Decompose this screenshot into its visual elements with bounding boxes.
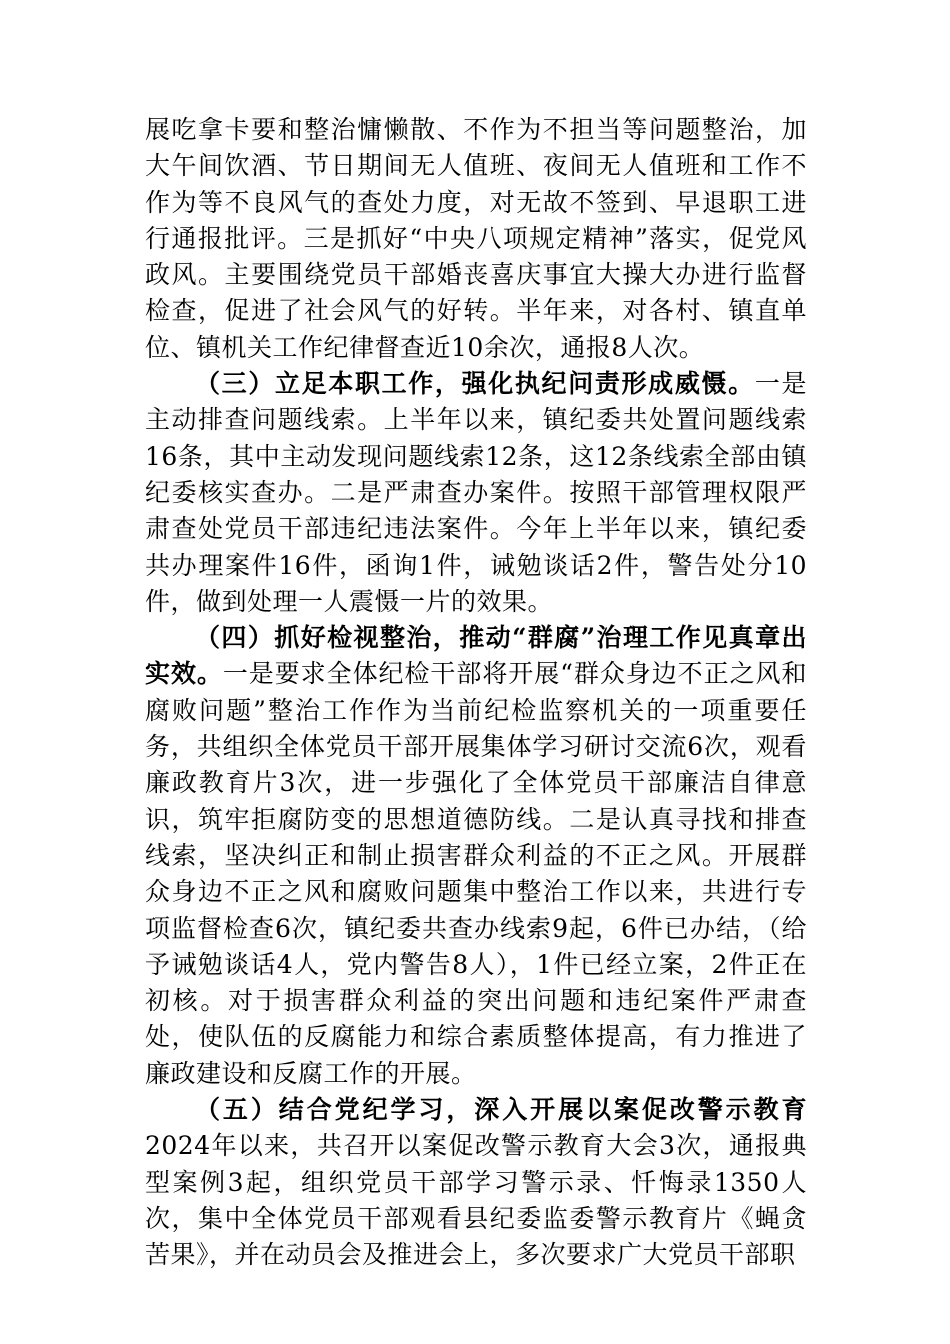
section-three-body: 一是主动排查问题线索。上半年以来，镇纪委共处置问题线索16条，其中主动发现问题线索12条，这12条线索全部由镇纪委核实查办。二是严肃查办案件。按照干部管理权限严肃查处党员干部违纪违法案件。今年上半年以来，镇纪委共办理案件16件，函询1件，诫勉谈话2件，警告处分10件，做到处理一人震慑一片的效果。	[145, 369, 807, 616]
document-page	[145, 112, 807, 1274]
section-four-body: 一是要求全体纪检干部将开展“群众身边不正之风和腐败问题”整治工作作为当前纪检监察机关的一项重要任务，共组织全体党员干部开展集体学习研讨交流6次，观看廉政教育片3次，进一步强化了全体党员干部廉洁自律意识，筑牢拒腐防变的思想道德防线。二是认真寻找和排查线索，坚决纠正和制止损害群众利益的不正之风。开展群众身边不正之风和腐败问题集中整治工作以来，共进行专项监督检查6次，镇纪委共查办线索9起，6件已办结，（给予诫勉谈话4人，党内警告8人），1件已经立案，2件正在初核。对于损害群众利益的突出问题和违纪案件严肃查处，使队伍的反腐能力和综合素质整体提高，有力推进了廉政建设和反腐工作的开展。	[145, 659, 807, 1088]
section-five-body: 2024年以来，共召开以案促改警示教育大会3次，通报典型案例3起，组织党员干部学习警示录、忏悔录1350人次，集中全体党员干部观看县纪委监委警示教育片《蝇贪苦果》，并在动员会及推进会上，多次要求广大党员干部职	[145, 1131, 807, 1270]
section-four-paragraph	[145, 620, 807, 1092]
section-five-paragraph	[145, 1092, 807, 1273]
section-five-heading: （五）结合党纪学习，深入开展以案促改警示教育	[195, 1095, 807, 1125]
section-three-heading: （三）立足本职工作，强化执纪问责形成威慑。	[195, 369, 755, 399]
section-four-heading: （四）抓好检视整治，推动“群腐”治理工作见真章出实效。	[145, 623, 807, 689]
section-three-paragraph	[145, 366, 807, 620]
paragraph-body: 展吃拿卡要和整治慵懒散、不作为不担当等问题整治，加大午间饮酒、节日期间无人值班、夜间无人值班和工作不作为等不良风气的查处力度，对无故不签到、早退职工进行通报批评。三是抓好“中央八项规定精神”落实，促党风政风。主要围绕党员干部婚丧喜庆事宜大操大办进行监督检查，促进了社会风气的好转。半年来，对各村、镇直单位、镇机关工作纪律督查近10余次，通报8人次。	[145, 115, 807, 362]
paragraph-continuation	[145, 112, 807, 366]
